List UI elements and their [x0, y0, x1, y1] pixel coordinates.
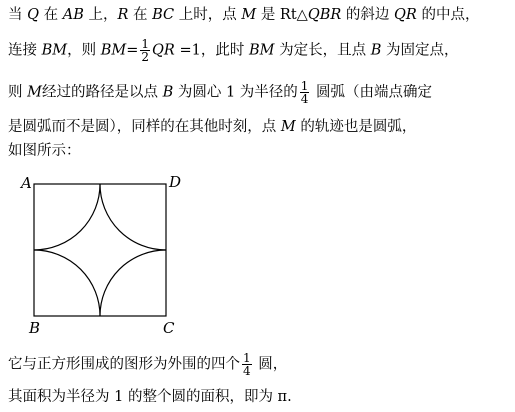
vertex-label-b: B: [29, 319, 41, 337]
text-span: 上，: [83, 7, 118, 23]
var-m: M: [280, 119, 296, 135]
arc-from-a: [34, 184, 100, 250]
text-span: 的斜边: [341, 7, 395, 23]
text-span: 则: [8, 84, 28, 101]
text-span: 是圆弧而不是圆），同样的在其他时刻，点: [8, 119, 281, 135]
var-qr: QR: [152, 42, 175, 59]
var-b: B: [370, 42, 382, 59]
fraction-numerator: 1: [141, 37, 150, 51]
equals-sign: =: [126, 42, 139, 59]
fraction-one-quarter: [242, 352, 252, 377]
fraction-numerator: 1: [243, 351, 251, 365]
text-span: 的轨迹也是圆弧，: [295, 119, 417, 135]
var-r: R: [117, 7, 129, 23]
text-span: 如图所示：: [8, 143, 81, 159]
text-span: 在: [128, 7, 153, 23]
var-bc: BC: [152, 7, 175, 23]
text-span: 为圆心 1 为半径的: [173, 84, 298, 101]
var-bm: BM: [248, 42, 275, 59]
text-span: 在: [39, 7, 63, 23]
text-span: 是 Rt△: [256, 7, 308, 23]
text-span: 当: [8, 7, 28, 23]
text-span: 上时，点: [174, 7, 242, 23]
square-outline: [34, 184, 166, 316]
text-span: 它与正方形围成的图形为外围的四个: [8, 356, 240, 373]
var-q: Q: [27, 7, 39, 23]
text-span: 圆，: [253, 356, 288, 373]
vertex-label-d: D: [169, 173, 182, 191]
var-qr: QR: [394, 7, 417, 23]
var-bm: BM: [100, 42, 127, 59]
text-line-6: [8, 352, 287, 377]
var-m: M: [27, 84, 42, 101]
fraction-denominator: 4: [243, 364, 251, 378]
text-span: ，则: [67, 42, 101, 59]
arc-from-b: [34, 250, 100, 316]
fraction-numerator: 1: [300, 79, 309, 93]
text-line-7: [8, 388, 292, 406]
var-b: B: [162, 84, 174, 101]
text-span: 其面积为半径为 1 的整个圆的面积，即为 π.: [8, 389, 292, 405]
text-span: 的中点，: [416, 7, 480, 23]
text-span: 为定长，且点: [274, 42, 371, 59]
var-m: M: [241, 7, 257, 23]
vertex-label-a: A: [21, 174, 32, 192]
vertex-label-c: C: [163, 319, 175, 337]
arc-from-d: [100, 184, 166, 250]
fraction-denominator: 4: [300, 92, 309, 106]
text-span: 为固定点，: [381, 42, 459, 59]
text-span: 经过的路径是以点: [41, 84, 163, 101]
var-qbr: QBR: [307, 7, 342, 23]
text-span: =1，此时: [174, 42, 249, 59]
text-span: 圆弧（由端点确定: [311, 84, 433, 101]
var-ab: AB: [62, 7, 84, 23]
arc-from-c: [100, 250, 166, 316]
var-bm: BM: [41, 42, 68, 59]
text-span: 连接: [8, 42, 42, 59]
fraction-denominator: 2: [141, 50, 150, 64]
